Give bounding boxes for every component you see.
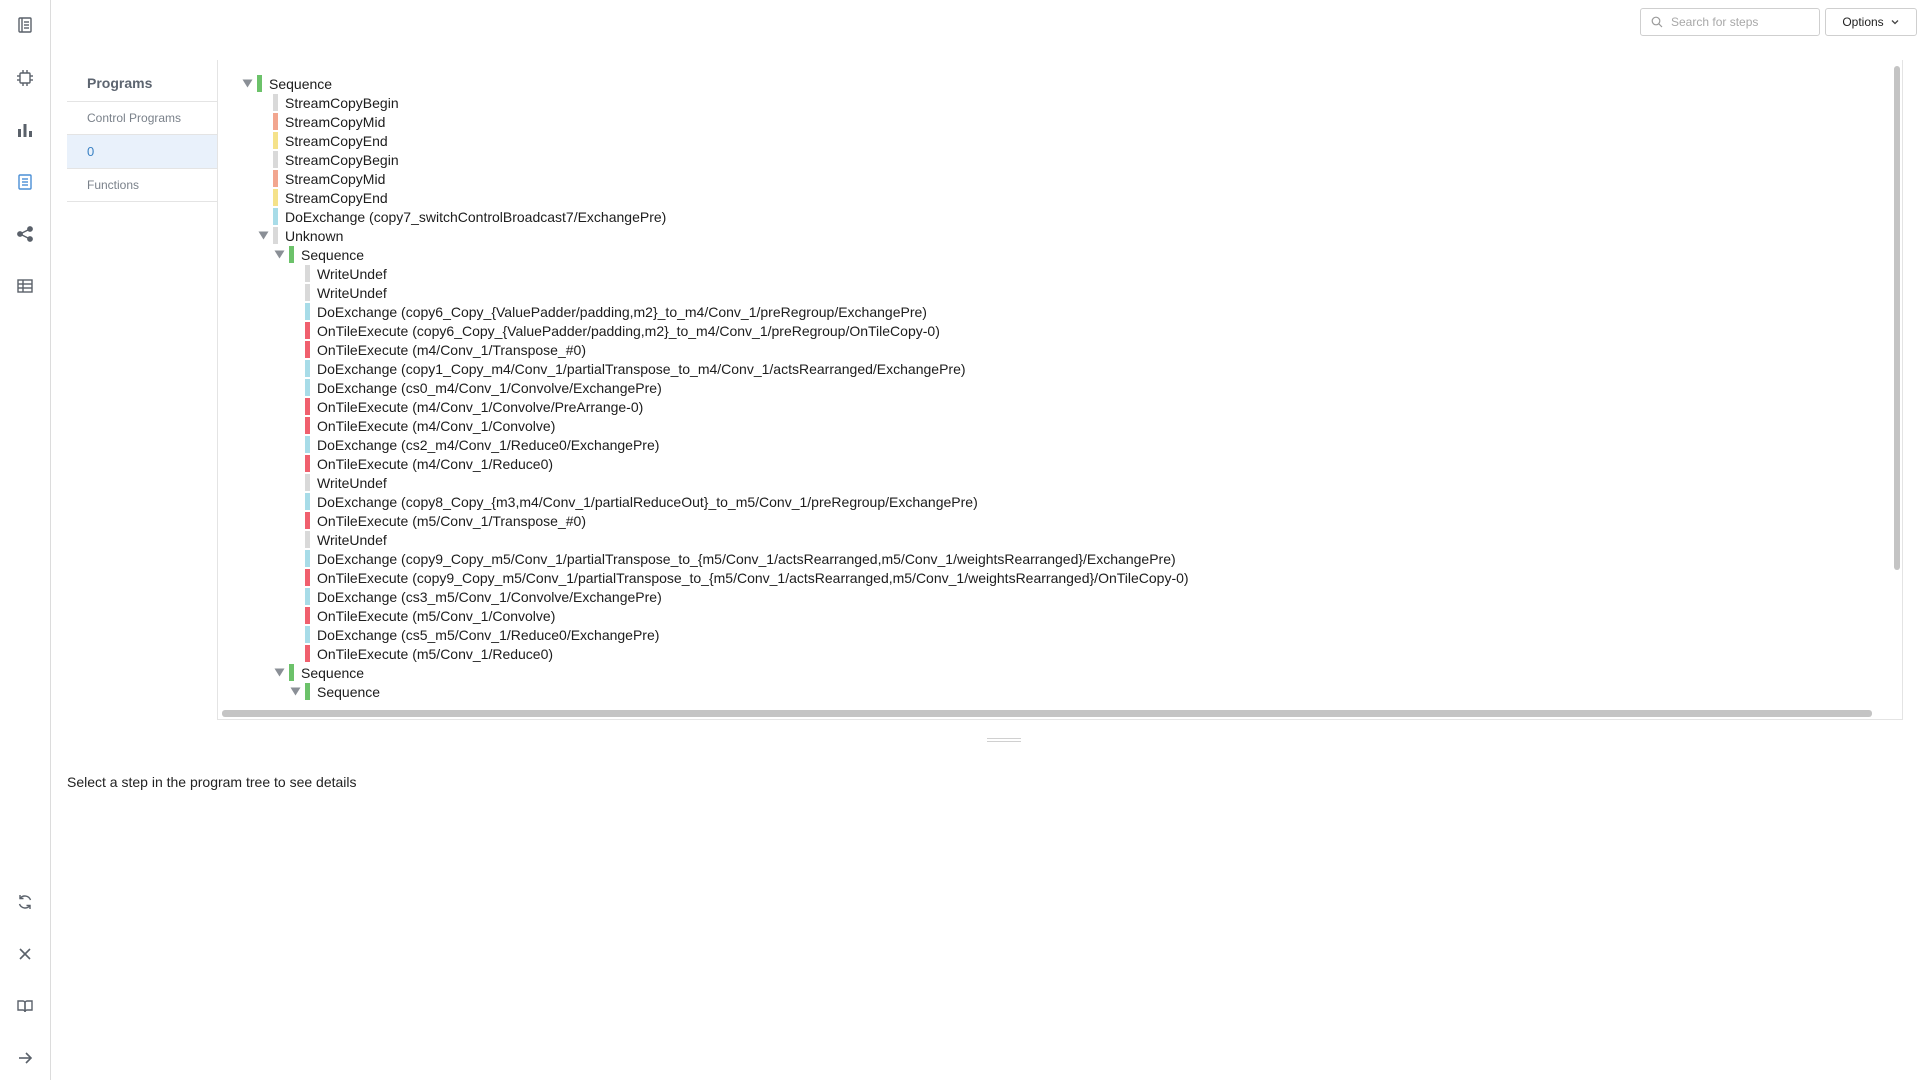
tree-row-label: Sequence	[301, 246, 365, 263]
step-type-marker	[305, 322, 310, 339]
refresh-icon[interactable]	[12, 889, 38, 915]
tree-row-label: DoExchange (copy7_switchControlBroadcast7/ExchangePre)	[285, 208, 667, 225]
tree-row-label: OnTileExecute (m4/Conv_1/Convolve/PreArrange-0)	[317, 398, 644, 415]
tree-row-label: WriteUndef	[317, 284, 387, 301]
step-type-marker	[273, 208, 278, 225]
tree-row-label: OnTileExecute (m5/Conv_1/Transpose_#0)	[317, 512, 586, 529]
step-type-marker	[273, 189, 278, 206]
step-type-marker	[305, 607, 310, 624]
step-type-marker	[273, 151, 278, 168]
tree-row-label: StreamCopyMid	[285, 170, 386, 187]
program-item-0[interactable]: 0	[67, 135, 217, 169]
search-box[interactable]	[1640, 8, 1820, 36]
step-type-marker	[305, 531, 310, 548]
program-tree-panel	[217, 60, 1903, 720]
step-type-marker	[305, 417, 310, 434]
details-empty-message: Select a step in the program tree to see details	[67, 774, 357, 790]
share-icon[interactable]	[12, 221, 38, 247]
options-label: Options	[1842, 15, 1884, 29]
search-input[interactable]	[1671, 15, 1811, 29]
step-type-marker	[305, 550, 310, 567]
expand-caret-icon[interactable]	[289, 686, 301, 698]
step-type-marker	[305, 436, 310, 453]
step-type-marker	[273, 227, 278, 244]
step-type-marker	[289, 664, 294, 681]
tree-row-label: DoExchange (cs2_m4/Conv_1/Reduce0/ExchangePre)	[317, 436, 660, 453]
options-button[interactable]	[1825, 8, 1917, 36]
step-type-marker	[257, 75, 262, 92]
tree-row-label: OnTileExecute (m4/Conv_1/Convolve)	[317, 417, 556, 434]
arrow-right-icon[interactable]	[12, 1045, 38, 1071]
tree-row-label: Sequence	[301, 664, 365, 681]
document-icon[interactable]	[12, 12, 38, 38]
tree-row-label: Unknown	[285, 227, 344, 244]
tree-row-label: DoExchange (copy6_Copy_{ValuePadder/padding,m2}_to_m4/Conv_1/preRegroup/ExchangePre)	[317, 303, 927, 320]
expand-caret-icon[interactable]	[273, 667, 285, 679]
programs-sidebar	[67, 60, 217, 202]
step-type-marker	[305, 645, 310, 662]
step-type-marker	[305, 341, 310, 358]
program-list-icon[interactable]	[12, 169, 38, 195]
tree-row-label: StreamCopyMid	[285, 113, 386, 130]
tree-row-label: StreamCopyBegin	[285, 94, 399, 111]
search-icon	[1651, 16, 1663, 28]
step-type-marker	[273, 94, 278, 111]
tree-row-label: DoExchange (copy8_Copy_{m3,m4/Conv_1/partialReduceOut}_to_m5/Conv_1/preRegroup/ExchangePre)	[317, 493, 978, 510]
program-item-control-programs[interactable]: Control Programs	[67, 102, 217, 135]
tree-row-label: WriteUndef	[317, 474, 387, 491]
tree-row-label: DoExchange (copy9_Copy_m5/Conv_1/partialTranspose_to_{m5/Conv_1/actsRearranged,m5/Conv_1/weightsRearranged}/ExchangePre)	[317, 550, 1176, 567]
program-item-functions[interactable]: Functions	[67, 169, 217, 202]
icon-rail	[0, 0, 51, 1080]
tree-row-label: StreamCopyEnd	[285, 189, 388, 206]
step-type-marker	[305, 493, 310, 510]
book-icon[interactable]	[12, 993, 38, 1019]
step-type-marker	[305, 683, 310, 700]
vertical-scrollbar-thumb[interactable]	[1894, 66, 1900, 570]
step-type-marker	[305, 626, 310, 643]
step-type-marker	[305, 588, 310, 605]
tree-row-label: WriteUndef	[317, 265, 387, 282]
step-type-marker	[273, 132, 278, 149]
chip-icon[interactable]	[12, 65, 38, 91]
tree-row-label: Sequence	[269, 75, 333, 92]
tree-row-label: OnTileExecute (copy9_Copy_m5/Conv_1/partialTranspose_to_{m5/Conv_1/actsRearranged,m5/Conv_1/weightsRearranged}/OnTileCopy-0)	[317, 569, 1189, 586]
tree-row-label: DoExchange (cs3_m5/Conv_1/Convolve/ExchangePre)	[317, 588, 662, 605]
step-type-marker	[305, 284, 310, 301]
tree-row-label: WriteUndef	[317, 531, 387, 548]
tree-row-label: OnTileExecute (m5/Conv_1/Convolve)	[317, 607, 556, 624]
tree-row-label: DoExchange (cs0_m4/Conv_1/Convolve/ExchangePre)	[317, 379, 662, 396]
tree-row-label: DoExchange (copy1_Copy_m4/Conv_1/partialTranspose_to_m4/Conv_1/actsRearranged/ExchangePre)	[317, 360, 966, 377]
step-type-marker	[305, 265, 310, 282]
tree-row-label: StreamCopyBegin	[285, 151, 399, 168]
table-icon[interactable]	[12, 273, 38, 299]
step-type-marker	[305, 303, 310, 320]
tree-row-label: OnTileExecute (m5/Conv_1/Reduce0)	[317, 645, 554, 662]
chevron-down-icon	[1890, 17, 1900, 27]
step-type-marker	[305, 569, 310, 586]
step-type-marker	[305, 512, 310, 529]
step-type-marker	[305, 398, 310, 415]
step-type-marker	[289, 246, 294, 263]
panel-resize-handle[interactable]	[987, 738, 1021, 742]
step-type-marker	[273, 170, 278, 187]
programs-title: Programs	[67, 60, 217, 102]
step-type-marker	[305, 474, 310, 491]
expand-caret-icon[interactable]	[241, 78, 253, 90]
expand-caret-icon[interactable]	[273, 249, 285, 261]
expand-caret-icon[interactable]	[257, 230, 269, 242]
tree-row-label: OnTileExecute (copy6_Copy_{ValuePadder/padding,m2}_to_m4/Conv_1/preRegroup/OnTileCopy-0)	[317, 322, 940, 339]
step-type-marker	[273, 113, 278, 130]
step-type-marker	[305, 455, 310, 472]
tree-row-label: DoExchange (cs5_m5/Conv_1/Reduce0/ExchangePre)	[317, 626, 660, 643]
tree-row-label: Sequence	[317, 683, 381, 700]
close-icon[interactable]	[12, 941, 38, 967]
tree-row-label: OnTileExecute (m4/Conv_1/Reduce0)	[317, 455, 554, 472]
tree-row-label: OnTileExecute (m4/Conv_1/Transpose_#0)	[317, 341, 586, 358]
step-type-marker	[305, 360, 310, 377]
tree-row-label: StreamCopyEnd	[285, 132, 388, 149]
step-type-marker	[305, 379, 310, 396]
bar-chart-icon[interactable]	[12, 117, 38, 143]
horizontal-scrollbar-thumb[interactable]	[222, 710, 1872, 717]
